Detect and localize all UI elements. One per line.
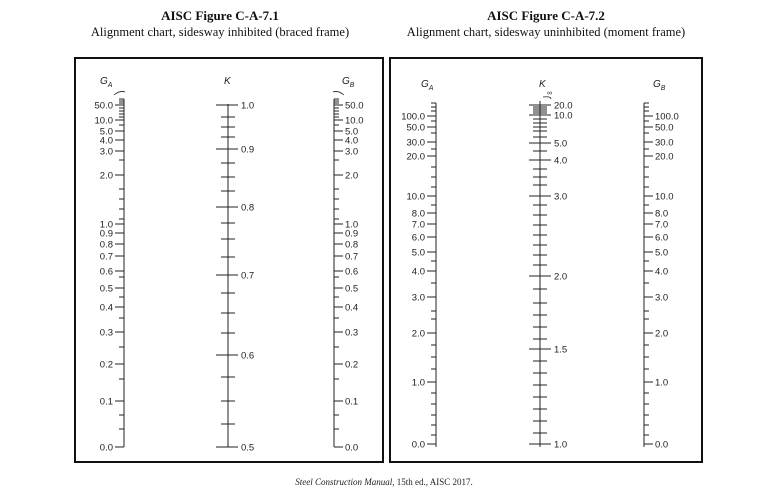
left-figure-title: AISC Figure C-A-7.1: [161, 8, 279, 23]
k-tick-label: 4.0: [554, 155, 568, 167]
tick-label: 2.0: [345, 170, 359, 182]
tick-label: 0.5: [99, 283, 113, 295]
tick-label: 8.0: [655, 208, 669, 220]
right-gb-ticks: [644, 103, 679, 451]
tick-label: 4.0: [99, 135, 113, 147]
k-tick-label: 1.0: [554, 439, 568, 451]
left-ga-scale-label: $G_A$: [100, 76, 113, 89]
right-k-ticks: [529, 101, 573, 451]
k-tick-label: 5.0: [554, 138, 568, 150]
tick-label: 0.4: [345, 302, 359, 314]
k-tick-label: 10.0: [554, 110, 573, 122]
braced-frame-chart-panel: [74, 57, 384, 463]
tick-label: 50.0: [345, 100, 364, 112]
tick-label: 0.0: [99, 442, 113, 454]
tick-label: 0.2: [345, 359, 359, 371]
right-gb-scale-label: $G_B$: [653, 79, 666, 92]
tick-label: 0.5: [345, 283, 359, 295]
tick-label: 0.3: [345, 327, 359, 339]
tick-label: 0.6: [99, 266, 113, 278]
tick-label: 0.2: [99, 359, 113, 371]
tick-label: 2.0: [99, 170, 113, 182]
k-tick-label: 0.6: [241, 350, 255, 362]
tick-label: 100.0: [401, 111, 425, 123]
left-gb-ticks: [334, 99, 364, 454]
tick-label: 5.0: [99, 126, 113, 138]
tick-label: 5.0: [411, 247, 425, 259]
k-tick-label: 0.5: [241, 442, 255, 454]
right-k-infinity-label: ∞: [547, 90, 552, 97]
tick-label: 5.0: [655, 247, 669, 259]
tick-label: 0.3: [99, 327, 113, 339]
right-ga-scale-label: $G_A$: [421, 79, 434, 92]
tick-label: 7.0: [411, 219, 425, 231]
right-k-scale-label: K: [539, 79, 546, 90]
tick-label: 6.0: [655, 232, 669, 244]
tick-label: 30.0: [406, 137, 425, 149]
k-tick-label: 0.7: [241, 270, 255, 282]
tick-label: 0.6: [345, 266, 359, 278]
tick-label: 3.0: [655, 292, 669, 304]
tick-label: 50.0: [655, 122, 674, 134]
tick-label: 0.0: [411, 439, 425, 451]
source-edition: , 15th ed., AISC 2017.: [392, 477, 473, 487]
tick-label: 0.0: [655, 439, 669, 451]
tick-label: 3.0: [345, 146, 359, 158]
k-tick-label: 2.0: [554, 271, 568, 283]
k-tick-label: 20.0: [554, 100, 573, 112]
tick-label: 20.0: [655, 151, 674, 163]
tick-label: 5.0: [345, 126, 359, 138]
k-tick-label: 1.0: [241, 100, 255, 112]
right-figure-title-block: [386, 8, 706, 40]
right-k-infinity-marker: [543, 97, 551, 99]
moment-frame-nomograph: [391, 59, 701, 461]
tick-label: 4.0: [655, 266, 669, 278]
tick-label: 50.0: [94, 100, 113, 112]
tick-label: 1.0: [345, 219, 359, 231]
tick-label: 1.0: [411, 377, 425, 389]
tick-label: 7.0: [655, 219, 669, 231]
tick-label: 0.9: [345, 228, 359, 240]
tick-label: 0.7: [99, 251, 113, 263]
right-figure-subtitle: Alignment chart, sidesway uninhibited (moment frame): [406, 25, 686, 39]
tick-label: 2.0: [411, 328, 425, 340]
right-ga-ticks: [401, 103, 436, 451]
tick-label: 0.8: [99, 239, 113, 251]
tick-label: 8.0: [411, 208, 425, 220]
left-ga-infinity-marker: [114, 91, 125, 95]
braced-frame-nomograph: [76, 59, 382, 461]
left-k-scale-label: K: [224, 76, 231, 87]
k-tick-label: 0.9: [241, 144, 255, 156]
source-footnote: [0, 477, 768, 487]
tick-label: 3.0: [411, 292, 425, 304]
k-tick-label: 1.5: [554, 344, 568, 356]
source-title: Steel Construction Manual: [295, 477, 393, 487]
tick-label: 10.0: [345, 115, 364, 127]
tick-label: 0.9: [99, 228, 113, 240]
tick-label: 30.0: [655, 137, 674, 149]
left-k-ticks: [216, 101, 254, 454]
tick-label: 4.0: [411, 266, 425, 278]
tick-label: 6.0: [411, 232, 425, 244]
tick-label: 10.0: [406, 191, 425, 203]
tick-label: 20.0: [406, 151, 425, 163]
tick-label: 100.0: [655, 111, 679, 123]
tick-label: 1.0: [655, 377, 669, 389]
moment-frame-chart-panel: [389, 57, 703, 463]
left-gb-infinity-marker: [333, 91, 344, 95]
left-gb-scale-label: $G_B$: [342, 76, 355, 89]
tick-label: 0.7: [345, 251, 359, 263]
left-ga-ticks: [95, 99, 125, 454]
left-figure-subtitle: Alignment chart, sidesway inhibited (braced frame): [90, 25, 350, 39]
tick-label: 1.0: [99, 219, 113, 231]
tick-label: 0.1: [345, 396, 359, 408]
tick-label: 0.4: [99, 302, 113, 314]
tick-label: 3.0: [99, 146, 113, 158]
tick-label: 10.0: [655, 191, 674, 203]
tick-label: 0.0: [345, 442, 359, 454]
tick-label: 2.0: [655, 328, 669, 340]
k-tick-label: 0.8: [241, 202, 255, 214]
right-figure-title: AISC Figure C-A-7.2: [487, 8, 605, 23]
tick-label: 10.0: [94, 115, 113, 127]
tick-label: 0.8: [345, 239, 359, 251]
tick-label: 0.1: [99, 396, 113, 408]
tick-label: 4.0: [345, 135, 359, 147]
tick-label: 50.0: [406, 122, 425, 134]
left-figure-title-block: [60, 8, 380, 40]
k-tick-label: 3.0: [554, 191, 568, 203]
